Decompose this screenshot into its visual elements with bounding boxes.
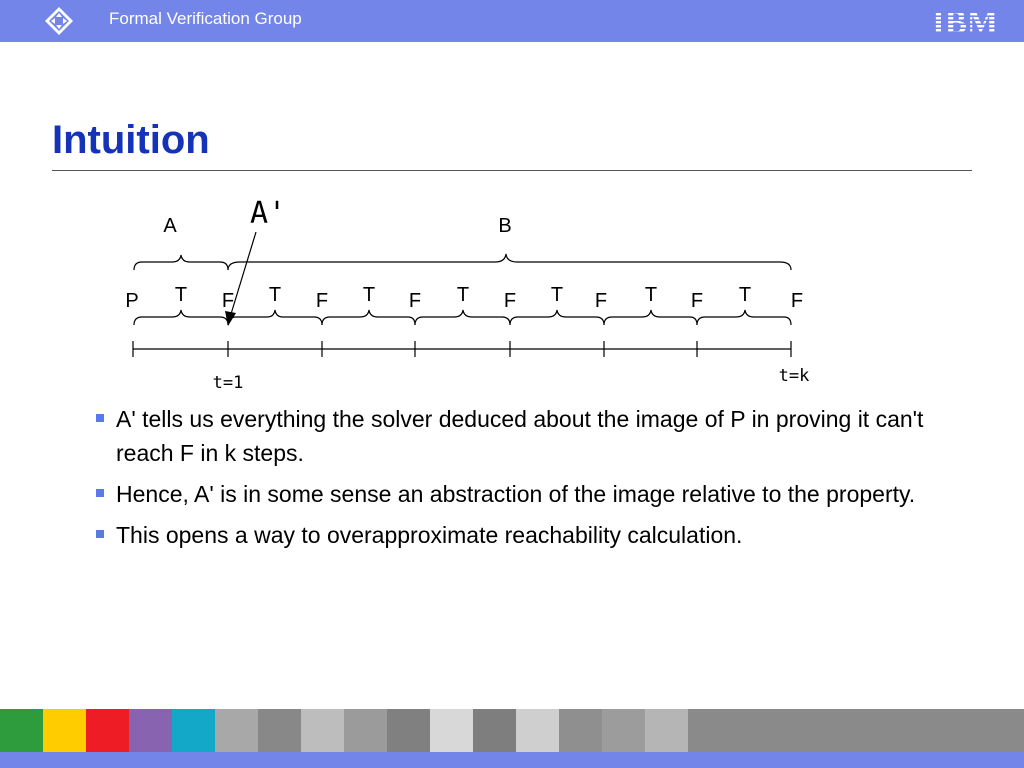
label-b: B xyxy=(498,215,512,237)
bullet-item xyxy=(94,477,954,511)
footer-tile xyxy=(215,709,258,752)
seq-value: T xyxy=(550,284,564,306)
bottom-bar xyxy=(0,752,1024,768)
footer-tile xyxy=(387,709,430,752)
footer-tile xyxy=(43,709,86,752)
arrowhead-icon xyxy=(225,311,236,326)
ibm-logo xyxy=(928,5,1002,37)
brace-seg xyxy=(415,310,510,325)
brace-seg xyxy=(510,310,604,325)
brace-seg xyxy=(604,310,697,325)
footer-tile xyxy=(559,709,602,752)
footer-tile xyxy=(688,709,1024,752)
bullet-list xyxy=(94,402,954,559)
footer-image-strip xyxy=(0,709,1024,752)
label-a-prime: A' xyxy=(249,196,287,231)
seq-value: T xyxy=(268,284,282,306)
header-bar xyxy=(0,0,1024,42)
footer-tile xyxy=(129,709,172,752)
title-divider xyxy=(52,170,972,171)
bullet-text: Hence, A' is in some sense an abstraction of the image relative to the property. xyxy=(116,481,916,507)
footer-tile xyxy=(172,709,215,752)
seq-value: T xyxy=(362,284,376,306)
label-a: A xyxy=(163,215,177,237)
bullet-item xyxy=(94,518,954,552)
seq-value: F xyxy=(221,290,235,312)
footer-tile xyxy=(645,709,688,752)
brace-seg xyxy=(697,310,791,325)
seq-value: F xyxy=(594,290,608,312)
seq-value: F xyxy=(408,290,422,312)
seq-value: F xyxy=(315,290,329,312)
slide-title: Intuition xyxy=(52,118,210,162)
seq-value: T xyxy=(644,284,658,306)
footer-tile xyxy=(602,709,645,752)
footer-tile xyxy=(258,709,301,752)
footer-tile xyxy=(86,709,129,752)
seq-value: F xyxy=(790,290,804,312)
footer-tile xyxy=(473,709,516,752)
group-name: Formal Verification Group xyxy=(109,9,302,28)
footer-tile xyxy=(301,709,344,752)
footer-tile xyxy=(516,709,559,752)
a-prime-arrow xyxy=(231,232,256,314)
bullet-item xyxy=(94,402,954,470)
label-p: P xyxy=(125,290,139,312)
brace-a xyxy=(134,255,228,270)
bullet-square-icon xyxy=(96,489,104,497)
bullet-text: This opens a way to overapproximate reachability calculation. xyxy=(116,522,743,548)
seq-value: T xyxy=(174,284,188,306)
footer-tile xyxy=(0,709,43,752)
footer-tile xyxy=(430,709,473,752)
brace-seg xyxy=(228,310,322,325)
bullet-square-icon xyxy=(96,414,104,422)
svg-text:IBM: IBM xyxy=(932,5,998,37)
bullet-square-icon xyxy=(96,530,104,538)
seq-value: T xyxy=(738,284,752,306)
seq-value: T xyxy=(456,284,470,306)
brace-seg xyxy=(134,310,228,325)
time-start-label: t=1 xyxy=(212,373,244,393)
footer-tile xyxy=(344,709,387,752)
bullet-text: A' tells us everything the solver deduced about the image of P in proving it can't reach F in k steps. xyxy=(116,406,924,466)
seq-value: F xyxy=(690,290,704,312)
brace-b xyxy=(228,254,791,270)
time-end-label: t=k xyxy=(778,366,810,386)
timeline-diagram xyxy=(100,190,840,400)
brace-seg xyxy=(322,310,415,325)
seq-value: F xyxy=(503,290,517,312)
diamond-arrows-icon xyxy=(44,6,74,36)
